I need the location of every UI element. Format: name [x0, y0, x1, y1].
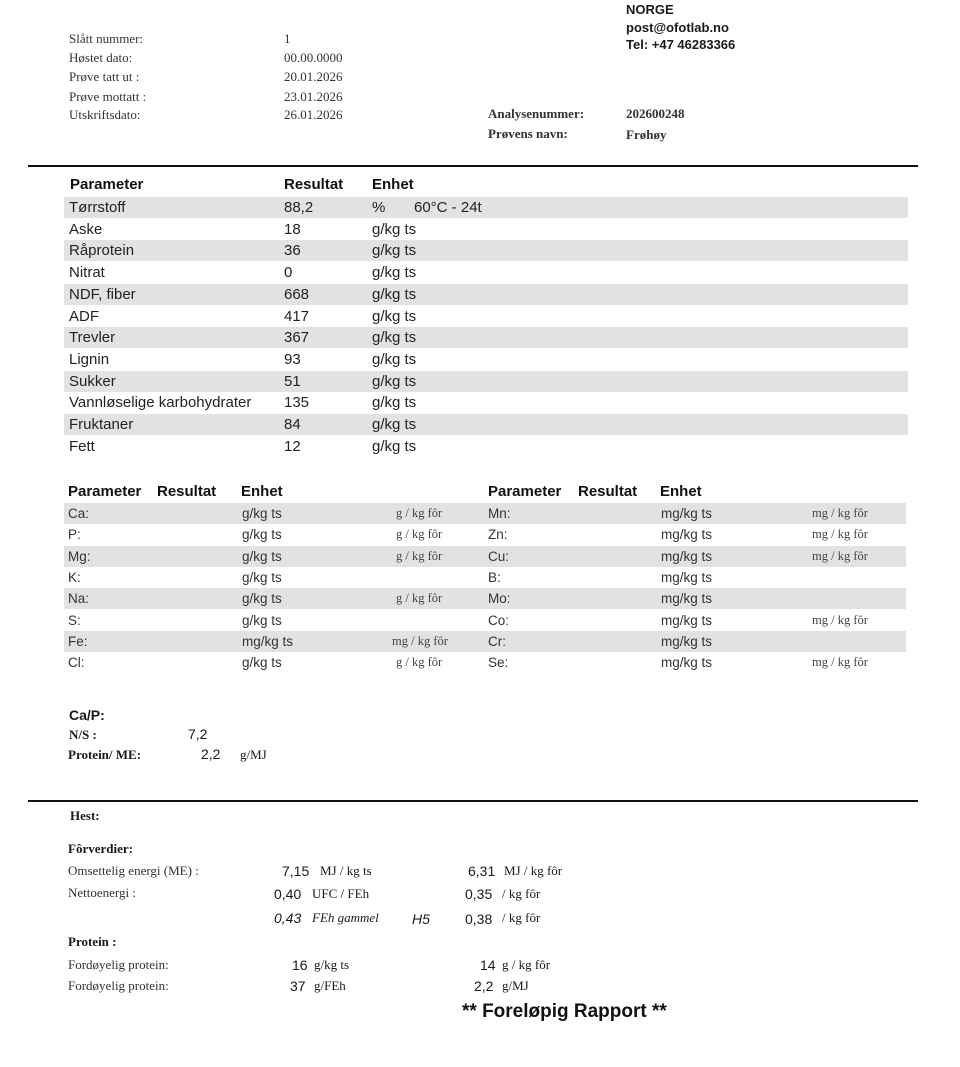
mineral-unit-feed: mg / kg fôr [812, 655, 868, 669]
mineral-parameter: Mg: [68, 549, 91, 564]
row-unit: g/kg ts [372, 286, 417, 303]
table-row [64, 524, 906, 545]
sample-field-value: 1 [284, 31, 291, 46]
row-parameter: NDF, fiber [69, 286, 136, 303]
mineral-unit: g/kg ts [242, 549, 282, 564]
table-row [64, 306, 908, 327]
mineral-parameter: S: [68, 613, 81, 628]
mineral-unit: mg/kg ts [661, 655, 713, 670]
table-row [64, 610, 906, 631]
mineral-parameter: B: [488, 570, 501, 585]
digestible-protein-unit: g/kg ts [314, 957, 350, 972]
sample-name-label: Prøvens navn: [488, 126, 568, 141]
mineral-unit-feed: g / kg fôr [396, 527, 443, 541]
table-row [64, 284, 908, 305]
net-energy-label: Nettoenergi : [68, 885, 136, 900]
digestible-protein-value-feed: 14 [480, 957, 496, 973]
col-header-parameter: Parameter [70, 176, 144, 193]
mineral-unit-feed: g / kg fôr [396, 655, 443, 669]
net-energy-value-feed: 0,35 [465, 886, 493, 902]
row-parameter: ADF [69, 308, 99, 325]
row-result: 51 [284, 373, 301, 390]
table-row [64, 327, 908, 348]
table-row [64, 262, 908, 283]
digestible-protein-me-unit: g/MJ [502, 978, 529, 993]
mineral-parameter: Na: [68, 591, 90, 606]
sample-field-label: Høstet dato: [69, 50, 133, 65]
mineral-unit: g/kg ts [242, 570, 282, 585]
row-result: 12 [284, 438, 301, 455]
sample-field-value: 23.01.2026 [284, 89, 343, 104]
row-parameter: Lignin [69, 351, 110, 368]
mineral-parameter: Mn: [488, 506, 511, 521]
row-parameter: Nitrat [69, 264, 105, 281]
feh-old-tag: H5 [412, 911, 430, 927]
protein-me-value: 2,2 [201, 746, 221, 762]
mineral-parameter: Mo: [488, 591, 511, 606]
table-row [64, 414, 908, 435]
horse-divider [28, 800, 918, 802]
mineral-unit: mg/kg ts [661, 506, 713, 521]
sample-name-value: Frøhøy [626, 127, 667, 142]
table-row [64, 197, 908, 218]
row-result: 417 [284, 308, 310, 325]
mineral-parameter: Cl: [68, 655, 85, 670]
row-unit: g/kg ts [372, 308, 417, 325]
me-value-feed: 6,31 [468, 863, 496, 879]
feh-old-unit: FEh gammel [312, 910, 379, 925]
table-row [64, 392, 908, 413]
mineral-unit: mg/kg ts [661, 613, 713, 628]
digestible-protein-feh-label: Fordøyelig protein: [68, 978, 169, 993]
table-row [64, 371, 908, 392]
sample-field-value: 20.01.2026 [284, 69, 343, 84]
feed-values-title: Fôrverdier: [68, 841, 133, 856]
net-energy-unit-feed: / kg fôr [502, 886, 541, 901]
row-result: 84 [284, 416, 301, 433]
row-parameter: Tørrstoff [69, 199, 126, 216]
table-row [64, 503, 906, 524]
mineral-unit-feed: mg / kg fôr [812, 549, 868, 563]
mineral-unit-feed: mg / kg fôr [812, 613, 868, 627]
lab-phone: Tel: +47 46283366 [626, 37, 736, 52]
minerals-left-header-parameter: Parameter [68, 483, 142, 500]
mineral-unit: mg/kg ts [242, 634, 294, 649]
digestible-protein-unit-feed: g / kg fôr [502, 957, 551, 972]
ns-value: 7,2 [188, 726, 208, 742]
row-parameter: Råprotein [69, 242, 135, 259]
mineral-parameter: Se: [488, 655, 509, 670]
preliminary-report-notice: ** Foreløpig Rapport ** [462, 1001, 667, 1022]
minerals-right-header-parameter: Parameter [488, 483, 562, 500]
row-parameter: Fett [69, 438, 95, 455]
horse-title: Hest: [70, 808, 100, 823]
minerals-left-header-result: Resultat [157, 483, 217, 500]
mineral-unit-feed: g / kg fôr [396, 506, 443, 520]
row-result: 668 [284, 286, 310, 303]
lab-email[interactable]: post@ofotlab.no [626, 20, 729, 35]
table-row [64, 219, 908, 240]
mineral-unit: g/kg ts [242, 506, 282, 521]
mineral-unit: g/kg ts [242, 527, 282, 542]
row-result: 367 [284, 329, 310, 346]
table-row [64, 588, 906, 609]
mineral-parameter: Co: [488, 613, 510, 628]
ca-p-label: Ca/P: [69, 707, 105, 723]
sample-field-label: Prøve tatt ut : [69, 69, 140, 84]
sample-field-label: Prøve mottatt : [69, 89, 147, 104]
mineral-parameter: P: [68, 527, 81, 542]
row-unit: g/kg ts [372, 438, 417, 455]
row-unit: g/kg ts [372, 329, 417, 346]
col-header-unit: Enhet [372, 176, 414, 193]
row-unit: g/kg ts [372, 373, 417, 390]
table-row [64, 631, 906, 652]
minerals-right-header-unit: Enhet [660, 483, 702, 500]
row-result: 36 [284, 242, 301, 259]
sample-field-label: Slått nummer: [69, 31, 144, 46]
mineral-unit-feed: mg / kg fôr [812, 506, 868, 520]
mineral-unit: g/kg ts [242, 591, 282, 606]
digestible-protein-label: Fordøyelig protein: [68, 957, 169, 972]
mineral-parameter: Cu: [488, 549, 510, 564]
sample-field-value: 26.01.2026 [284, 107, 343, 122]
minerals-right-header-result: Resultat [578, 483, 638, 500]
mineral-unit: g/kg ts [242, 655, 282, 670]
me-value: 7,15 [282, 863, 310, 879]
sample-field-label: Utskriftsdato: [69, 107, 141, 122]
mineral-unit: mg/kg ts [661, 527, 713, 542]
row-unit: g/kg ts [372, 351, 417, 368]
net-energy-unit: UFC / FEh [312, 886, 370, 901]
feh-old-unit-feed: / kg fôr [502, 910, 541, 925]
mineral-unit-feed: mg / kg fôr [812, 527, 868, 541]
table-row [64, 652, 906, 673]
mineral-unit: mg/kg ts [661, 634, 713, 649]
me-unit-feed: MJ / kg fôr [504, 863, 563, 878]
mineral-unit-feed: mg / kg fôr [392, 634, 448, 648]
protein-me-label: Protein/ ME: [68, 747, 142, 762]
me-label: Omsettelig energi (ME) : [68, 863, 199, 878]
sample-field-value: 00.00.0000 [284, 50, 343, 65]
feh-old-value-feed: 0,38 [465, 911, 493, 927]
row-parameter: Fruktaner [69, 416, 134, 433]
analysis-number-label: Analysenummer: [488, 106, 585, 121]
row-result: 18 [284, 221, 301, 238]
col-header-result: Resultat [284, 176, 344, 193]
protein-title: Protein : [68, 934, 117, 949]
digestible-protein-value: 16 [292, 957, 308, 973]
row-parameter: Aske [69, 221, 103, 238]
mineral-unit-feed: g / kg fôr [396, 549, 443, 563]
table-row [64, 240, 908, 261]
row-unit: g/kg ts [372, 416, 417, 433]
mineral-parameter: Zn: [488, 527, 508, 542]
analysis-number-value: 202600248 [626, 106, 685, 121]
net-energy-value: 0,40 [274, 886, 302, 902]
row-unit: g/kg ts [372, 221, 417, 238]
row-unit: g/kg ts [372, 242, 417, 259]
row-parameter: Trevler [69, 329, 116, 346]
row-result: 135 [284, 394, 310, 411]
mineral-parameter: K: [68, 570, 81, 585]
table-row [64, 567, 906, 588]
me-unit: MJ / kg ts [320, 863, 372, 878]
row-unit: g/kg ts [372, 264, 417, 281]
mineral-unit: g/kg ts [242, 613, 282, 628]
header-divider [28, 165, 918, 167]
row-unit: g/kg ts [372, 394, 417, 411]
mineral-parameter: Fe: [68, 634, 88, 649]
row-result: 0 [284, 264, 293, 281]
mineral-parameter: Ca: [68, 506, 90, 521]
protein-me-unit: g/MJ [240, 747, 267, 762]
minerals-left-header-unit: Enhet [241, 483, 283, 500]
row-result: 93 [284, 351, 301, 368]
mineral-unit: mg/kg ts [661, 591, 713, 606]
mineral-unit-feed: g / kg fôr [396, 591, 443, 605]
mineral-parameter: Cr: [488, 634, 506, 649]
table-row [64, 546, 906, 567]
ns-label: N/S : [69, 727, 97, 742]
table-row [64, 436, 908, 457]
mineral-unit: mg/kg ts [661, 570, 713, 585]
digestible-protein-feh-value: 37 [290, 978, 306, 994]
digestible-protein-me-value: 2,2 [474, 978, 494, 994]
row-note: 60°C - 24t [414, 199, 482, 216]
row-parameter: Sukker [69, 373, 116, 390]
row-result: 88,2 [284, 199, 314, 216]
mineral-unit: mg/kg ts [661, 549, 713, 564]
digestible-protein-feh-unit: g/FEh [314, 978, 346, 993]
table-row [64, 349, 908, 370]
country-label: NORGE [626, 2, 674, 17]
row-parameter: Vannløselige karbohydrater [69, 394, 252, 411]
feh-old-value: 0,43 [274, 910, 302, 926]
row-unit: % [372, 199, 386, 216]
